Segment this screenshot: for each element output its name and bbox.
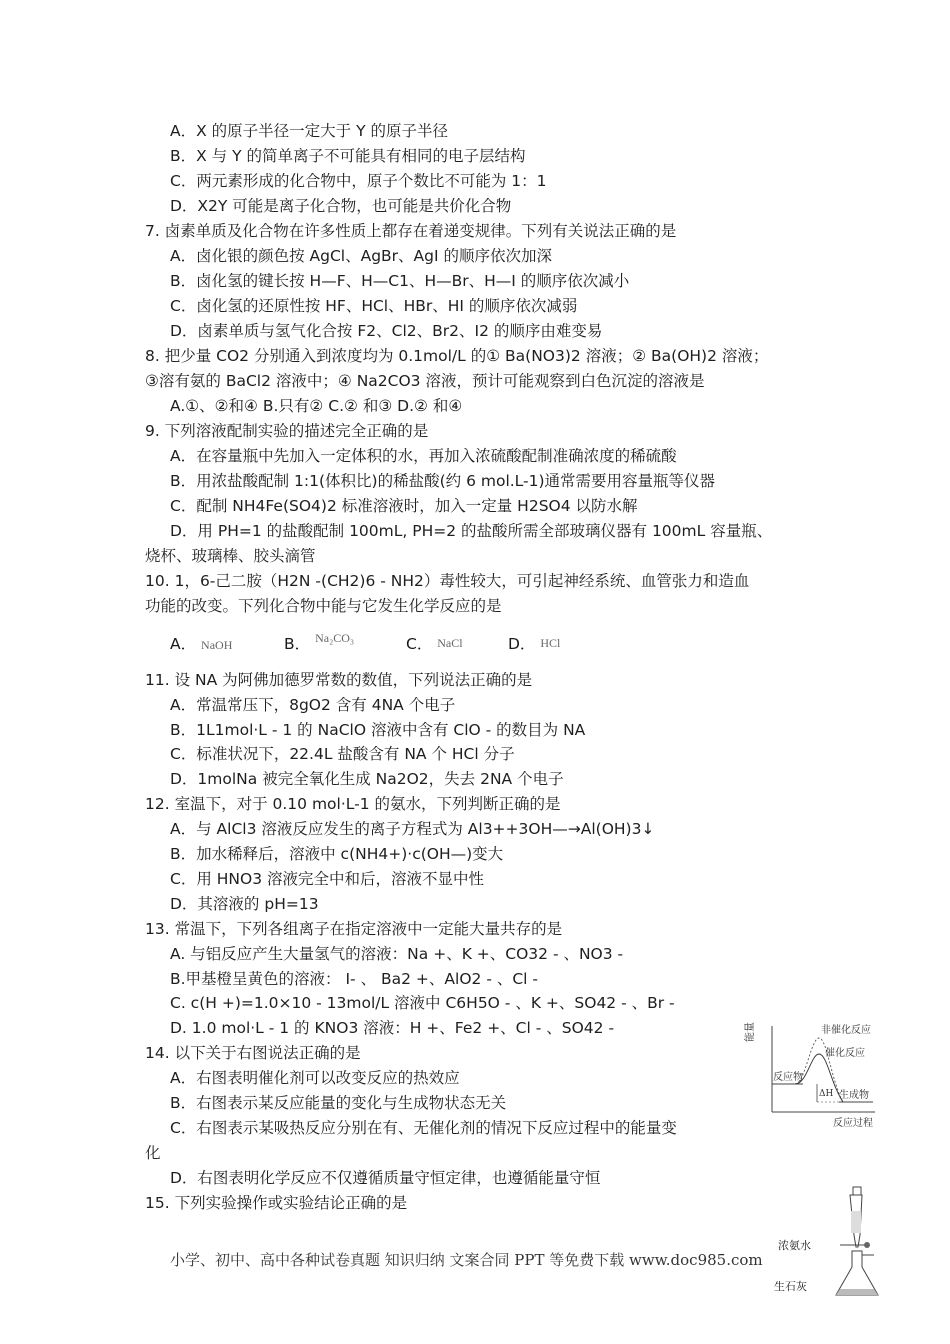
- q8-options: A.①、②和④ B.只有② C.② 和③ D.② 和④: [170, 397, 463, 415]
- q7-option-c: C．卤化氢的还原性按 HF、HCl、HBr、HI 的顺序依次减弱: [170, 297, 578, 315]
- x-axis-label: 反应过程: [833, 1118, 873, 1129]
- q6-option-c: C．两元素形成的化合物中，原子个数比不可能为 1：1: [170, 172, 547, 190]
- q14-option-c-line2: 化: [145, 1144, 161, 1162]
- q11-option-b: B．1L1mol·L - 1 的 NaClO 溶液中含有 ClO - 的数目为 NA: [170, 721, 586, 739]
- reactant-label: 反应物: [773, 1072, 803, 1083]
- q14-option-a: A．右图表明催化剂可以改变反应的热效应: [170, 1069, 460, 1087]
- q7-option-b: B．卤化氢的键长按 H—F、H—C1、H—Br、H—I 的顺序依次减小: [170, 272, 630, 290]
- q11-option-d: D．1molNa 被完全氧化生成 Na2O2，失去 2NA 个电子: [170, 770, 564, 788]
- q15-stem: 15. 下列实验操作或实验结论正确的是: [145, 1194, 408, 1212]
- q10-option-letter: D．: [508, 635, 536, 653]
- q8-stem-line1: 8. 把少量 CO2 分别通入到浓度均为 0.1mol/L 的① Ba(NO3)2 溶液；② Ba(OH)2 溶液；: [145, 347, 769, 365]
- energy-diagram: [745, 1020, 895, 1135]
- q13-option-d: D. 1.0 mol·L - 1 的 KNO3 溶液：H +、Fe2 +、Cl - 、SO42 -: [170, 1019, 615, 1037]
- q12-option-d: D．其溶液的 pH=13: [170, 895, 319, 913]
- q14-option-c-line1: C．右图表示某吸热反应分别在有、无催化剂的情况下反应过程中的能量变: [170, 1119, 677, 1137]
- q12-option-a: A．与 AlCl3 溶液反应发生的离子方程式为 Al3++3OH—→Al(OH)3↓: [170, 820, 655, 838]
- q13-stem: 13. 常温下，下列各组离子在指定溶液中一定能大量共存的是: [145, 920, 563, 938]
- q12-option-b: B．加水稀释后，溶液中 c(NH4+)·c(OH—)变大: [170, 845, 504, 863]
- q12-option-c: C．用 HNO3 溶液完全中和后，溶液不显中性: [170, 870, 484, 888]
- q9-option-d-line2: 烧杯、玻璃棒、胶头滴管: [145, 547, 316, 565]
- q9-option-d-line1: D．用 PH=1 的盐酸配制 100mL, PH=2 的盐酸所需全部玻璃仪器有 100mL 容量瓶、: [170, 522, 773, 540]
- uncatalyzed-label: 非催化反应: [821, 1025, 871, 1036]
- q14-option-b: B．右图表示某反应能量的变化与生成物状态无关: [170, 1094, 507, 1112]
- page-footer: 小学、初中、高中各种试卷真题 知识归纳 文案合同 PPT 等免费下载 www.doc985.com: [170, 1251, 763, 1269]
- apparatus-diagram: [770, 1185, 890, 1305]
- q14-option-d: D．右图表明化学反应不仅遵循质量守恒定律，也遵循能量守恒: [170, 1169, 601, 1187]
- q11-option-a: A．常温常压下，8gO2 含有 4NA 个电子: [170, 696, 456, 714]
- q12-stem: 12. 室温下，对于 0.10 mol·L-1 的氨水，下列判断正确的是: [145, 795, 561, 813]
- q10-option-formula: NaCl: [437, 636, 463, 650]
- q14-stem: 14. 以下关于右图说法正确的是: [145, 1044, 361, 1062]
- q13-option-b: B.甲基橙呈黄色的溶液： I- 、 Ba2 +、AlO2 - 、Cl -: [170, 970, 538, 988]
- q10-option-formula: NaOH: [201, 638, 233, 652]
- q6-option-b: B．X 与 Y 的简单离子不可能具有相同的电子层结构: [170, 147, 526, 165]
- ammonia-liquid: [851, 1211, 861, 1233]
- ammonia-label: 浓氨水: [778, 1239, 811, 1252]
- q9-stem: 9. 下列溶液配制实验的描述完全正确的是: [145, 422, 429, 440]
- q6-option-d: D．X2Y 可能是离子化合物，也可能是共价化合物: [170, 197, 512, 215]
- q10-option-formula: Na₂CO₃: [315, 631, 355, 645]
- q9-option-c: C．配制 NH4Fe(SO4)2 标准溶液时，加入一定量 H2SO4 以防水解: [170, 497, 638, 515]
- q10-option-a: [170, 633, 232, 656]
- q8-stem-line2: ③溶有氨的 BaCl2 溶液中；④ Na2CO3 溶液，预计可能观察到白色沉淀的溶液是: [145, 372, 705, 390]
- quicklime-label: 生石灰: [774, 1280, 807, 1293]
- q10-option-letter: B．: [284, 635, 311, 653]
- product-label: 生成物: [839, 1090, 869, 1101]
- q10-stem-line2: 功能的改变。下列化合物中能与它发生化学反应的是: [145, 597, 502, 615]
- q10-option-c: [406, 633, 463, 656]
- q6-option-a: A．X 的原子半径一定大于 Y 的原子半径: [170, 122, 448, 140]
- q10-option-formula: HCl: [540, 636, 561, 650]
- funnel-stopper: [853, 1187, 861, 1195]
- q10-option-d: [508, 633, 560, 656]
- q7-option-a: A．卤化银的颜色按 AgCl、AgBr、AgI 的顺序依次加深: [170, 247, 552, 265]
- q9-option-a: A．在容量瓶中先加入一定体积的水，再加入浓硫酸配制准确浓度的稀硫酸: [170, 447, 677, 465]
- q11-option-c: C．标准状况下，22.4L 盐酸含有 NA 个 HCl 分子: [170, 745, 515, 763]
- conical-flask: [836, 1251, 878, 1295]
- delta-h-label: ΔH: [819, 1089, 834, 1099]
- q11-stem: 11. 设 NA 为阿佛加德罗常数的数值，下列说法正确的是: [145, 671, 533, 689]
- quicklime-solid: [836, 1289, 878, 1295]
- q10-option-letter: A．: [170, 635, 197, 653]
- y-axis-label: 能量: [745, 1022, 756, 1042]
- q9-option-b: B．用浓盐酸配制 1:1(体积比)的稀盐酸(约 6 mol.L-1)通常需要用容量瓶等仪器: [170, 472, 716, 490]
- q10-option-b: [284, 633, 354, 656]
- q13-option-c: C. c(H +)=1.0×10 - 13mol/L 溶液中 C6H5O - 、K +、SO42 - 、Br -: [170, 994, 675, 1012]
- q10-stem-line1: 10. 1，6-己二胺（H2N -(CH2)6 - NH2）毒性较大，可引起神经系统、血管张力和造血: [145, 572, 750, 590]
- q13-option-a: A. 与铝反应产生大量氢气的溶液：Na +、K +、CO32 - 、NO3 -: [170, 945, 624, 963]
- q7-stem: 7. 卤素单质及化合物在许多性质上都存在着递变规律。下列有关说法正确的是: [145, 222, 677, 240]
- catalyzed-label: 催化反应: [825, 1048, 865, 1059]
- clamp-knob: [864, 1242, 870, 1248]
- q10-option-letter: C．: [406, 635, 433, 653]
- q7-option-d: D．卤素单质与氢气化合按 F2、Cl2、Br2、I2 的顺序由难变易: [170, 322, 603, 340]
